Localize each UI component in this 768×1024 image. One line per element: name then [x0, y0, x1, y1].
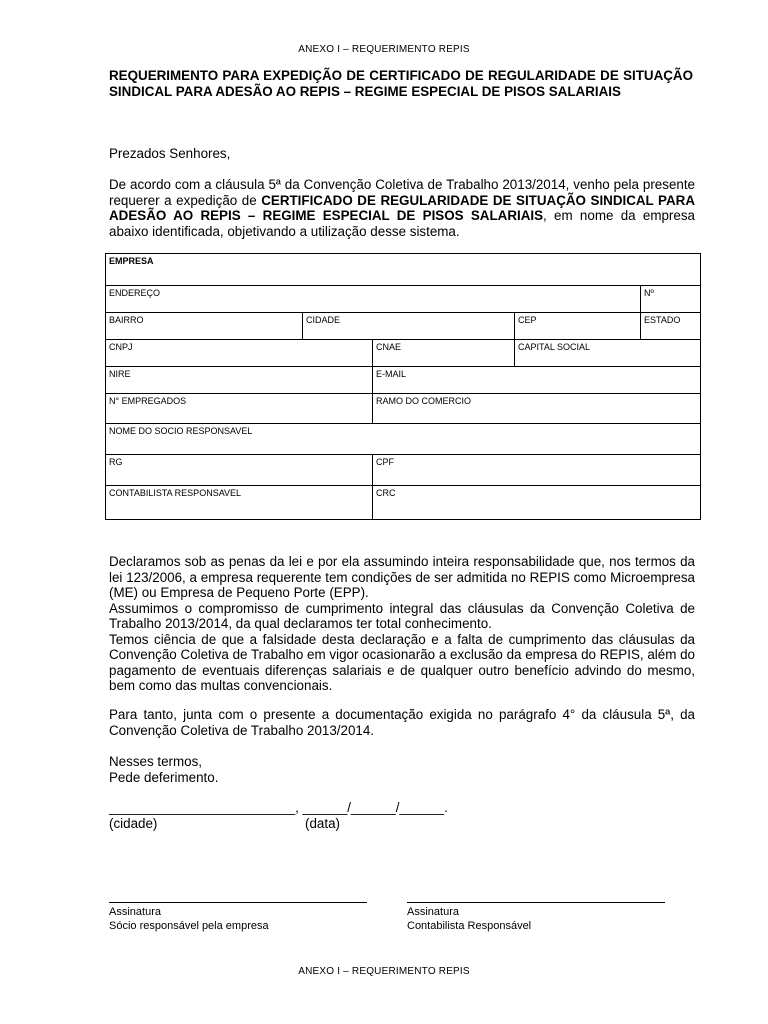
field-cnae[interactable]: [373, 340, 515, 367]
field-nire[interactable]: [106, 367, 373, 394]
field-capital-social[interactable]: [515, 340, 701, 367]
label-numero: Nº: [644, 288, 654, 298]
label-cidade: CIDADE: [306, 315, 341, 325]
label-ramo: RAMO DO COMERCIO: [376, 396, 472, 406]
signature-contabilista[interactable]: [407, 902, 665, 933]
annex-footer: ANEXO I – REQUERIMENTO REPIS: [298, 966, 470, 977]
label-data-sign: (data): [305, 816, 340, 831]
field-endereco[interactable]: [106, 286, 641, 313]
declaration-block: [109, 554, 695, 694]
greeting: Prezados Senhores,: [109, 146, 231, 161]
field-email[interactable]: [373, 367, 701, 394]
field-bairro[interactable]: [106, 313, 303, 340]
signature-socio[interactable]: [109, 902, 367, 933]
label-estado: ESTADO: [644, 315, 681, 325]
closing-line-2: Pede deferimento.: [109, 769, 219, 785]
field-cep[interactable]: [515, 313, 641, 340]
field-empregados[interactable]: [106, 394, 373, 424]
signature-line-contabilista: [407, 902, 665, 903]
label-socio-responsavel: NOME DO SOCIO RESPONSAVEL: [109, 426, 253, 436]
label-empregados: N° EMPREGADOS: [109, 396, 187, 406]
field-crc[interactable]: [373, 486, 701, 520]
label-cnae: CNAE: [376, 342, 402, 352]
field-ramo[interactable]: [373, 394, 701, 424]
field-rg[interactable]: [106, 455, 373, 486]
place-date-line[interactable]: _________________________, ______/______/______.: [109, 800, 448, 815]
field-estado[interactable]: [641, 313, 701, 340]
label-crc: CRC: [376, 488, 396, 498]
declaration-p1: Declaramos sob as penas da lei e por ela assumindo inteira responsabilidade que, nos termos da lei 123/2006, a empresa requerente tem condições de ser admitida no REPIS como Microempresa (ME) ou Empresa de Pequeno Porte (EPP).: [109, 554, 695, 600]
closing-terms: [109, 754, 695, 785]
field-contabilista[interactable]: [106, 486, 373, 520]
field-empresa[interactable]: [106, 254, 701, 286]
annex-header: ANEXO I – REQUERIMENTO REPIS: [298, 44, 470, 55]
label-empresa: EMPRESA: [109, 256, 154, 266]
label-bairro: BAIRRO: [109, 315, 144, 325]
signature-line-socio: [109, 902, 367, 903]
closing-line-1: Nesses termos,: [109, 754, 203, 769]
label-rg: RG: [109, 457, 123, 467]
label-nire: NIRE: [109, 369, 131, 379]
field-cnpj[interactable]: [106, 340, 373, 367]
signature-contabilista-label-1: Assinatura: [407, 906, 459, 918]
field-cpf[interactable]: [373, 455, 701, 486]
field-numero[interactable]: [641, 286, 701, 313]
label-cep: CEP: [518, 315, 537, 325]
declaration-p2: Assumimos o compromisso de cumprimento integral das cláusulas da Convenção Coletiva de Trabalho 2013/2014, da qual declaramos ter total conhecimento.: [109, 600, 695, 631]
signature-socio-label-1: Assinatura: [109, 906, 161, 918]
label-email: E-MAIL: [376, 369, 407, 379]
signature-contabilista-label-2: Contabilista Responsável: [407, 920, 532, 932]
label-cnpj: CNPJ: [109, 342, 133, 352]
para-tanto-paragraph: Para tanto, junta com o presente a documentação exigida no parágrafo 4° da cláusula 5ª, da Convenção Coletiva de Trabalho 2013/2014.: [109, 707, 695, 738]
label-endereco: ENDEREÇO: [109, 288, 161, 298]
intro-certificate-name: CERTIFICADO DE REGULARIDADE DE SITUAÇÃO SINDICAL PARA ADESÃO AO REPIS – REGIME ESPECIAL DE PISOS SALARIAIS: [109, 192, 696, 223]
label-cidade-sign: (cidade): [109, 816, 158, 831]
field-socio-responsavel[interactable]: [106, 424, 701, 455]
document-title: REQUERIMENTO PARA EXPEDIÇÃO DE CERTIFICADO DE REGULARIDADE DE SITUAÇÃO SINDICAL PARA ADESÃO AO REPIS – REGIME ESPECIAL DE PISOS SALARIAIS: [109, 68, 693, 99]
intro-text-1: De acordo com a cláusula 5ª da Convenção Coletiva de Trabalho 2013/2014, venho pela presente requerer a expedição de: [109, 177, 695, 208]
field-cidade[interactable]: [303, 313, 515, 340]
signature-socio-label-2: Sócio responsável pela empresa: [109, 920, 269, 932]
label-cpf: CPF: [376, 457, 394, 467]
label-capital-social: CAPITAL SOCIAL: [518, 342, 591, 352]
declaration-p3: Temos ciência de que a falsidade desta declaração e a falta de cumprimento das cláusulas da Convenção Coletiva de Trabalho em vigor ocasionarão a exclusão da empresa do REPIS, além do pagamento de eventuais diferenças salariais e de qualquer outro benefício advindo do mesmo, bem como das multas convencionais.: [109, 631, 695, 693]
company-form: [105, 253, 701, 520]
label-contabilista: CONTABILISTA RESPONSAVEL: [109, 488, 242, 498]
intro-paragraph: [109, 177, 695, 239]
intro-text-2: , em nome da empresa abaixo identificada, objetivando a utilização desse sistema.: [109, 208, 695, 239]
